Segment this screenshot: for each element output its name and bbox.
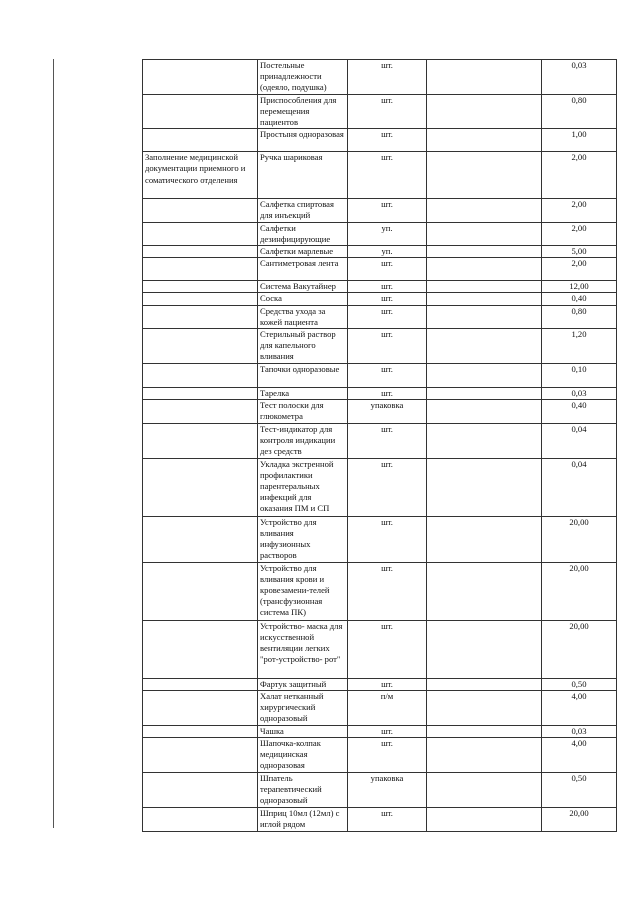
empty-cell xyxy=(427,129,542,152)
empty-cell xyxy=(427,725,542,737)
value-cell: 0,04 xyxy=(542,423,617,458)
item-name-cell: Постельные принадлежности (одеяло, подушка) xyxy=(258,60,348,95)
value-cell: 20,00 xyxy=(542,562,617,620)
section-cell xyxy=(143,620,258,678)
section-cell xyxy=(143,94,258,129)
value-cell: 1,00 xyxy=(542,129,617,152)
value-cell: 0,04 xyxy=(542,458,617,516)
empty-cell xyxy=(427,60,542,95)
section-cell xyxy=(143,388,258,400)
section-cell xyxy=(143,808,258,832)
table-row xyxy=(143,293,617,305)
item-name-cell: Салфетки дезинфицирующие xyxy=(258,222,348,245)
value-cell: 2,00 xyxy=(542,258,617,281)
section-cell xyxy=(143,129,258,152)
table-row xyxy=(143,94,617,129)
empty-cell xyxy=(427,94,542,129)
empty-cell xyxy=(427,152,542,199)
empty-cell xyxy=(427,281,542,293)
empty-cell xyxy=(427,678,542,690)
item-name-cell: Простыня одноразовая xyxy=(258,129,348,152)
table-row xyxy=(143,562,617,620)
value-cell: 2,00 xyxy=(542,152,617,199)
item-name-cell: Тапочки одноразовые xyxy=(258,364,348,388)
item-name-cell: Приспособления для перемещения пациентов xyxy=(258,94,348,129)
unit-cell: шт. xyxy=(348,620,427,678)
section-cell xyxy=(143,773,258,808)
unit-cell: шт. xyxy=(348,725,427,737)
item-name-cell: Система Вакутайнер xyxy=(258,281,348,293)
value-cell: 0,80 xyxy=(542,305,617,328)
empty-cell xyxy=(427,458,542,516)
section-cell xyxy=(143,725,258,737)
section-cell xyxy=(143,305,258,328)
item-name-cell: Фартук защитный xyxy=(258,678,348,690)
unit-cell: шт. xyxy=(348,94,427,129)
table-row xyxy=(143,60,617,95)
section-cell xyxy=(143,222,258,245)
item-name-cell: Сантиметровая лента xyxy=(258,258,348,281)
table-row xyxy=(143,129,617,152)
empty-cell xyxy=(427,258,542,281)
table-row xyxy=(143,773,617,808)
unit-cell: шт. xyxy=(348,293,427,305)
item-name-cell: Устройство для вливания крови и кровезамени-телей (трансфузионная система ПК) xyxy=(258,562,348,620)
unit-cell: шт. xyxy=(348,458,427,516)
value-cell: 2,00 xyxy=(542,199,617,222)
unit-cell: шт. xyxy=(348,678,427,690)
item-name-cell: Укладка экстренной профилактики парентеральных инфекций для оказания ПМ и СП xyxy=(258,458,348,516)
value-cell: 2,00 xyxy=(542,222,617,245)
empty-cell xyxy=(427,222,542,245)
value-cell: 0,50 xyxy=(542,773,617,808)
item-name-cell: Шприц 10мл (12мл) с иглой рядом xyxy=(258,808,348,832)
table-row xyxy=(143,281,617,293)
unit-cell: шт. xyxy=(348,562,427,620)
item-name-cell: Салфетки марлевые xyxy=(258,246,348,258)
table-row xyxy=(143,246,617,258)
unit-cell: шт. xyxy=(348,60,427,95)
table-row xyxy=(143,364,617,388)
empty-cell xyxy=(427,199,542,222)
empty-cell xyxy=(427,620,542,678)
table-row xyxy=(143,329,617,364)
empty-cell xyxy=(427,773,542,808)
empty-cell xyxy=(427,329,542,364)
table-row xyxy=(143,725,617,737)
value-cell: 0,80 xyxy=(542,94,617,129)
supplies-table xyxy=(142,59,617,832)
item-name-cell: Устройство для вливания инфузионных растворов xyxy=(258,516,348,562)
value-cell: 20,00 xyxy=(542,808,617,832)
empty-cell xyxy=(427,738,542,773)
table-row xyxy=(143,690,617,725)
left-margin-rule xyxy=(53,59,54,828)
value-cell: 0,10 xyxy=(542,364,617,388)
section-cell xyxy=(143,423,258,458)
table-row xyxy=(143,678,617,690)
empty-cell xyxy=(427,400,542,423)
item-name-cell: Салфетка спиртовая для инъекций xyxy=(258,199,348,222)
table-row xyxy=(143,400,617,423)
value-cell: 0,40 xyxy=(542,293,617,305)
table-row xyxy=(143,738,617,773)
section-cell xyxy=(143,458,258,516)
unit-cell: шт. xyxy=(348,364,427,388)
empty-cell xyxy=(427,246,542,258)
unit-cell: шт. xyxy=(348,808,427,832)
section-cell xyxy=(143,293,258,305)
unit-cell: упаковка xyxy=(348,400,427,423)
section-cell xyxy=(143,199,258,222)
unit-cell: шт. xyxy=(348,388,427,400)
section-cell xyxy=(143,678,258,690)
item-name-cell: Тарелка xyxy=(258,388,348,400)
unit-cell: шт. xyxy=(348,199,427,222)
value-cell: 1,20 xyxy=(542,329,617,364)
unit-cell: шт. xyxy=(348,329,427,364)
value-cell: 0,03 xyxy=(542,725,617,737)
table-row xyxy=(143,808,617,832)
section-cell xyxy=(143,246,258,258)
unit-cell: шт. xyxy=(348,129,427,152)
table-row xyxy=(143,620,617,678)
item-name-cell: Тест полоски для глюкометра xyxy=(258,400,348,423)
item-name-cell: Чашка xyxy=(258,725,348,737)
table-row xyxy=(143,152,617,199)
value-cell: 0,03 xyxy=(542,60,617,95)
section-cell xyxy=(143,516,258,562)
table-row xyxy=(143,305,617,328)
section-cell xyxy=(143,329,258,364)
value-cell: 0,03 xyxy=(542,388,617,400)
empty-cell xyxy=(427,562,542,620)
item-name-cell: Устройство- маска для искусственной вентиляции легких "рот-устройство- рот" xyxy=(258,620,348,678)
section-cell xyxy=(143,690,258,725)
unit-cell: шт. xyxy=(348,738,427,773)
empty-cell xyxy=(427,423,542,458)
empty-cell xyxy=(427,516,542,562)
unit-cell: шт. xyxy=(348,258,427,281)
table-row xyxy=(143,458,617,516)
empty-cell xyxy=(427,808,542,832)
table-row xyxy=(143,222,617,245)
item-name-cell: Халат нетканный хирургический одноразовый xyxy=(258,690,348,725)
value-cell: 4,00 xyxy=(542,738,617,773)
unit-cell: шт. xyxy=(348,152,427,199)
empty-cell xyxy=(427,690,542,725)
value-cell: 0,40 xyxy=(542,400,617,423)
section-cell xyxy=(143,60,258,95)
value-cell: 0,50 xyxy=(542,678,617,690)
section-cell xyxy=(143,738,258,773)
section-cell xyxy=(143,258,258,281)
section-cell xyxy=(143,281,258,293)
item-name-cell: Соска xyxy=(258,293,348,305)
value-cell: 20,00 xyxy=(542,620,617,678)
unit-cell: уп. xyxy=(348,222,427,245)
unit-cell: п/м xyxy=(348,690,427,725)
item-name-cell: Средства ухода за кожей пациента xyxy=(258,305,348,328)
unit-cell: шт. xyxy=(348,516,427,562)
value-cell: 12,00 xyxy=(542,281,617,293)
item-name-cell: Стерильный раствор для капельного вливания xyxy=(258,329,348,364)
table-row xyxy=(143,199,617,222)
table-row xyxy=(143,258,617,281)
empty-cell xyxy=(427,305,542,328)
item-name-cell: Шапочка-колпак медицинская одноразовая xyxy=(258,738,348,773)
section-cell xyxy=(143,400,258,423)
empty-cell xyxy=(427,388,542,400)
item-name-cell: Тест-индикатор для контроля индикации дез средств xyxy=(258,423,348,458)
item-name-cell: Шпатель терапевтический одноразовый xyxy=(258,773,348,808)
table-row xyxy=(143,516,617,562)
unit-cell: шт. xyxy=(348,281,427,293)
value-cell: 4,00 xyxy=(542,690,617,725)
unit-cell: шт. xyxy=(348,423,427,458)
empty-cell xyxy=(427,293,542,305)
table-row xyxy=(143,423,617,458)
section-cell: Заполнение медицинской документации приемного и соматического отделения xyxy=(143,152,258,199)
unit-cell: упаковка xyxy=(348,773,427,808)
section-cell xyxy=(143,562,258,620)
value-cell: 5,00 xyxy=(542,246,617,258)
value-cell: 20,00 xyxy=(542,516,617,562)
unit-cell: шт. xyxy=(348,305,427,328)
unit-cell: уп. xyxy=(348,246,427,258)
section-cell xyxy=(143,364,258,388)
table-row xyxy=(143,388,617,400)
empty-cell xyxy=(427,364,542,388)
item-name-cell: Ручка шариковая xyxy=(258,152,348,199)
